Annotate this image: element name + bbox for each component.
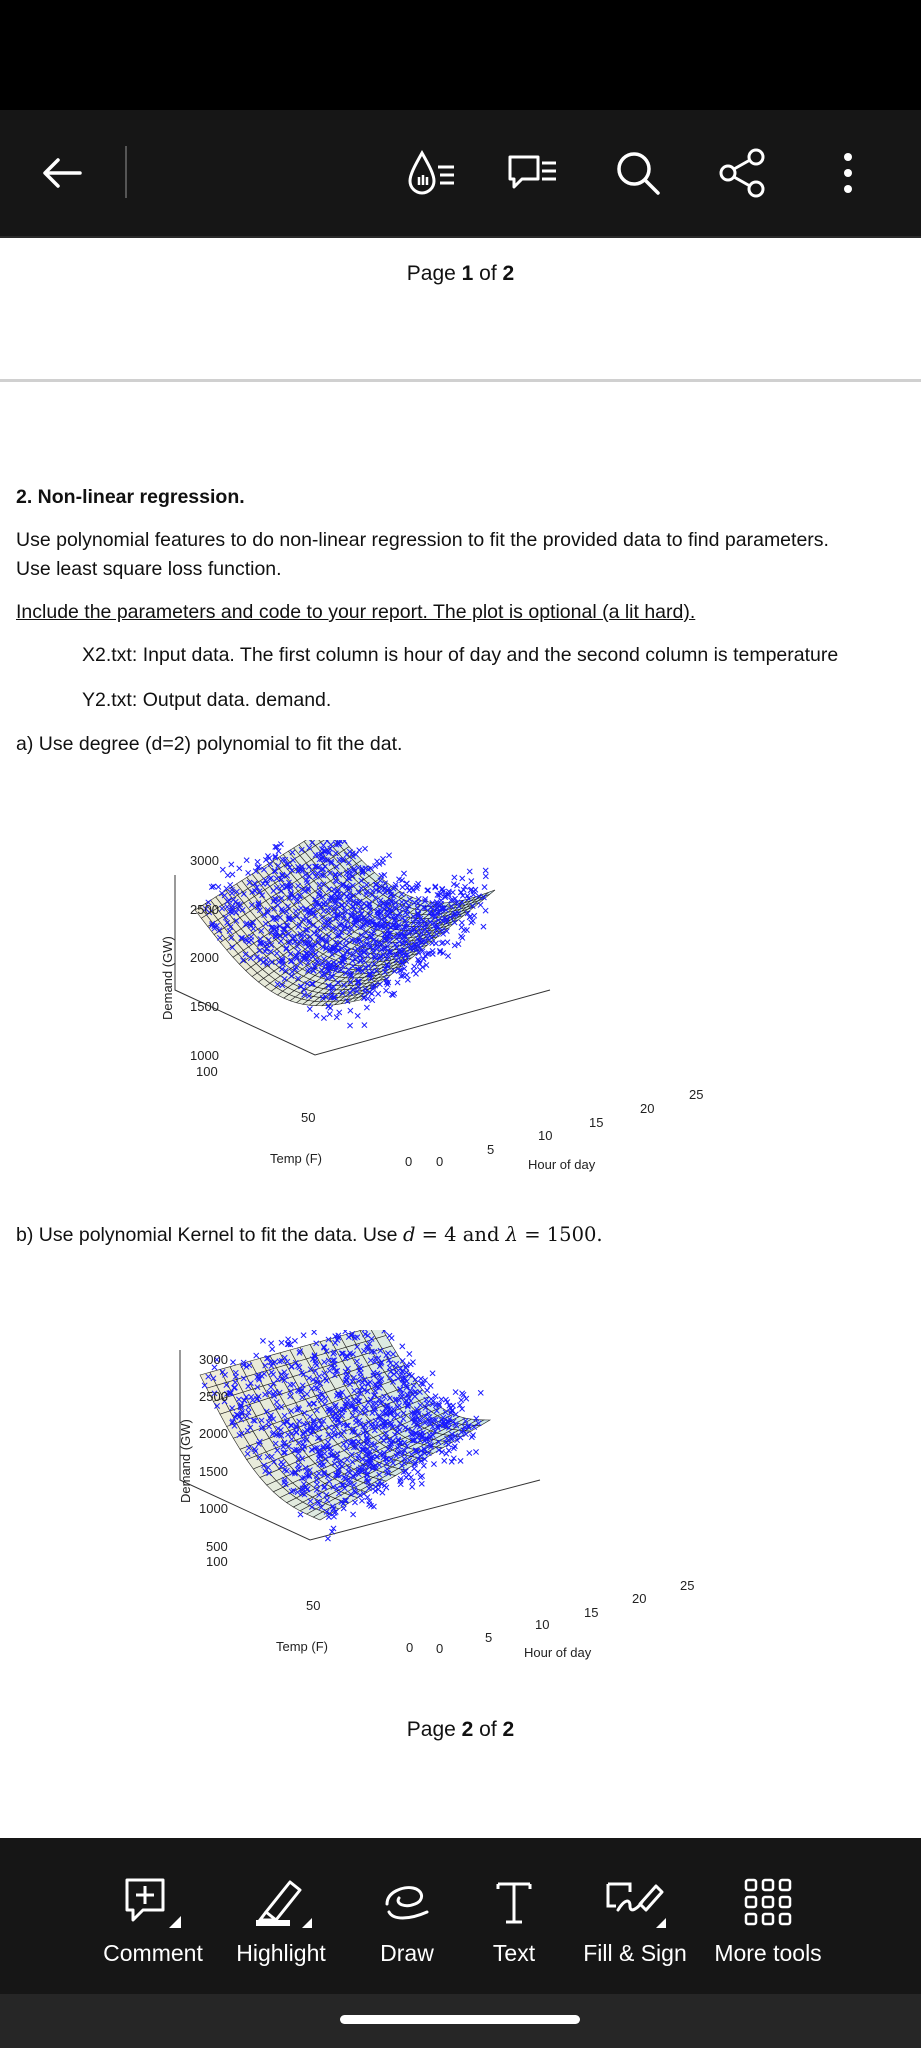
reading-mode-icon (404, 145, 460, 201)
plot-a-temp-label: Temp (F) (270, 1151, 322, 1166)
part-b-prefix: b) Use polynomial Kernel to fit the data. Use (16, 1224, 403, 1246)
reading-mode-button[interactable] (392, 110, 472, 236)
arrow-left-icon (40, 151, 84, 195)
plot-a-ylabel: Demand (GW) (160, 936, 175, 1020)
plot-b-hourtick-10: 10 (535, 1617, 550, 1632)
plot-a-hourtick-5: 5 (487, 1142, 495, 1157)
text-label: Text (492, 1940, 536, 1966)
x2-description: X2.txt: Input data. The first column is hour of day and the second column is temperature (82, 644, 839, 666)
highlighter-icon (246, 1874, 316, 1930)
share-button[interactable] (703, 110, 783, 236)
plot-a-temptick-0: 0 (405, 1154, 413, 1169)
plot-b-temp-label: Temp (F) (276, 1639, 328, 1654)
plot-a-temptick-100: 100 (196, 1064, 218, 1079)
plot-b-ytick-1000: 1000 (199, 1501, 228, 1516)
plot-b-hourtick-20: 20 (632, 1591, 647, 1606)
plot-b-surface (150, 1330, 710, 1650)
search-icon (613, 148, 663, 198)
plot-a-hourtick-25: 25 (689, 1087, 704, 1102)
plot-a-temptick-50: 50 (301, 1110, 316, 1125)
plot-a-ytick-2500: 2500 (190, 902, 219, 917)
plot-a-hourtick-0: 0 (436, 1154, 444, 1169)
plot-a-hourtick-10: 10 (538, 1128, 553, 1143)
plot-b-ytick-3000: 3000 (199, 1352, 228, 1367)
fill-sign-tool[interactable] (580, 1838, 690, 1994)
plot-a-surface (150, 840, 710, 1170)
plot-b-hourtick-5: 5 (485, 1630, 493, 1645)
comment-list-icon (504, 145, 560, 201)
more-options-button[interactable] (808, 110, 888, 236)
highlight-tool[interactable] (225, 1838, 337, 1994)
plot-a-ytick-2000: 2000 (190, 950, 219, 965)
text-tool[interactable] (474, 1838, 554, 1994)
plot-b-temptick-0: 0 (406, 1640, 414, 1655)
highlight-label: Highlight (236, 1940, 326, 1966)
plot-b-ytick-2500: 2500 (199, 1389, 228, 1404)
part-b-lambda-symbol: λ (505, 1223, 519, 1246)
underlined-instruction: Include the parameters and code to your report. The plot is optional (a lit hard). (16, 601, 696, 623)
section-heading: 2. Non-linear regression. (16, 486, 245, 508)
text-icon (492, 1874, 536, 1930)
part-b-d-symbol: d (402, 1223, 416, 1246)
plot-b-hour-label: Hour of day (524, 1645, 592, 1660)
search-button[interactable] (598, 110, 678, 236)
bottom-toolbar (0, 1838, 921, 1994)
draw-tool[interactable] (362, 1838, 452, 1994)
plot-b-hourtick-0: 0 (436, 1641, 444, 1656)
grid-icon (742, 1876, 794, 1928)
page-1-label: Page 1 of 2 (406, 262, 515, 285)
plot-a-hourtick-15: 15 (589, 1115, 604, 1130)
share-icon (716, 146, 770, 200)
page-separator (0, 379, 921, 382)
status-bar (0, 0, 921, 110)
home-indicator[interactable] (340, 2015, 580, 2024)
comment-label: Comment (103, 1940, 203, 1966)
top-toolbar (0, 110, 921, 238)
comment-tool[interactable] (98, 1838, 208, 1994)
part-b-end: = 1500. (518, 1223, 603, 1246)
page-2-label: Page 2 of 2 (406, 1718, 515, 1741)
more-tools-label: More tools (714, 1940, 822, 1966)
plot-b-ylabel: Demand (GW) (178, 1419, 193, 1503)
plot-a-ytick-3000: 3000 (190, 853, 219, 868)
plot-b-temptick-50: 50 (306, 1598, 321, 1613)
y2-description: Y2.txt: Output data. demand. (82, 689, 332, 711)
plot-b-ytick-1500: 1500 (199, 1464, 228, 1479)
back-button[interactable] (22, 110, 102, 236)
plot-a-ytick-1500: 1500 (190, 999, 219, 1014)
more-tools[interactable] (705, 1838, 831, 1994)
add-comment-icon (121, 1874, 185, 1930)
toolbar-divider (125, 146, 127, 198)
plot-a-hour-label: Hour of day (528, 1157, 596, 1172)
plot-b-hourtick-15: 15 (584, 1605, 599, 1620)
part-b-text (16, 1220, 603, 1250)
comment-list-button[interactable] (492, 110, 572, 236)
draw-label: Draw (380, 1940, 434, 1966)
plot-b-temptick-100: 100 (206, 1554, 228, 1569)
part-a-text: a) Use degree (d=2) polynomial to fit the dat. (16, 733, 403, 755)
plot-a-hourtick-20: 20 (640, 1101, 655, 1116)
plot-b-hourtick-25: 25 (680, 1578, 695, 1593)
part-b-mid: = 4 and (415, 1223, 506, 1246)
paragraph-line-1: Use polynomial features to do non-linear regression to fit the provided data to find parameters. (16, 529, 829, 551)
fill-sign-label: Fill & Sign (583, 1940, 687, 1966)
draw-icon (379, 1874, 435, 1930)
plot-a-ytick-1000: 1000 (190, 1048, 219, 1063)
plot-b-ytick-2000: 2000 (199, 1426, 228, 1441)
fill-sign-icon (600, 1874, 670, 1930)
plot-b-ytick-500: 500 (206, 1539, 228, 1554)
paragraph-line-2: Use least square loss function. (16, 558, 282, 580)
more-vertical-icon (838, 148, 858, 198)
